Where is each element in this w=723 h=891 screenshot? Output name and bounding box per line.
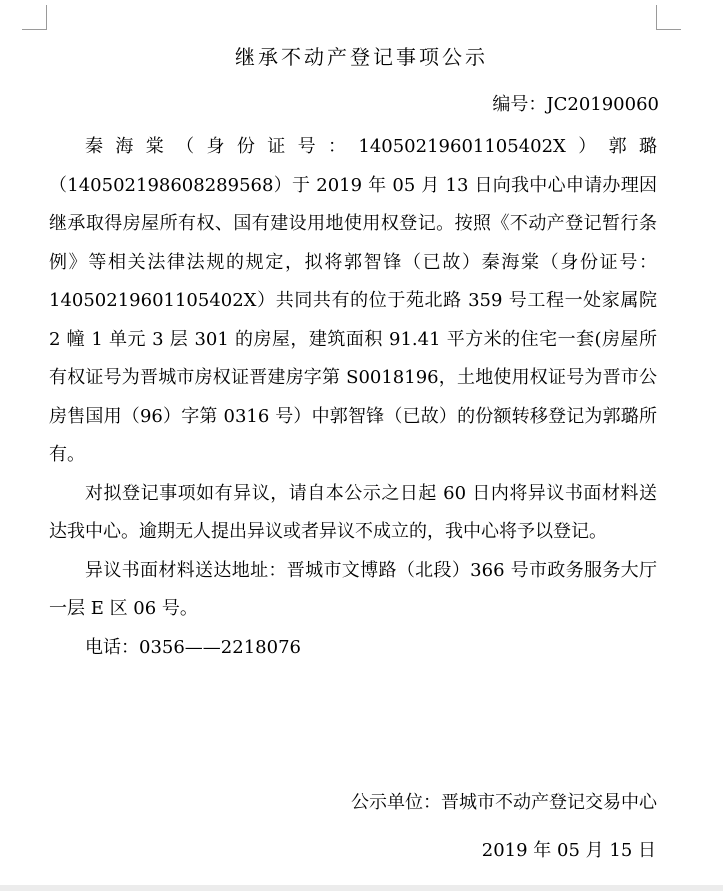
document-body: [49, 128, 657, 667]
paragraph-objection: 对拟登记事项如有异议，请自本公示之日起 60 日内将异议书面材料送达我中心。逾期无人提出异议或者异议不成立的，我中心将予以登记。: [49, 482, 657, 542]
document-number: 编号：JC20190060: [492, 94, 659, 115]
issue-date: 2019 年 05 月 15 日: [481, 840, 656, 861]
document-title: 继承不动产登记事项公示: [235, 45, 488, 69]
crop-mark-top-right-horizontal: [656, 29, 681, 30]
crop-mark-top-right-vertical: [656, 5, 657, 30]
paragraph-phone: 电话：0356——2218076: [85, 636, 301, 658]
page-bottom-edge: [0, 885, 723, 891]
paragraph-address: 异议书面材料送达地址：晋城市文博路（北段）366 号市政务服务大厅一层 E 区 06 号。: [49, 559, 657, 619]
crop-mark-top-left-vertical: [46, 5, 47, 30]
issuer-signature: 公示单位：晋城市不动产登记交易中心: [351, 792, 657, 813]
paragraph-main: 秦海棠（身份证号：14050219601105402X）郭璐（140502198608289568）于 2019 年 05 月 13 日向我中心申请办理因继承取得房屋所有权、国有建设用地使用权登记。按照《不动产登记暂行条例》等相关法律法规的规定，拟将郭智锋（已故）秦海棠（身份证号：14050219601105402X）共同共有的位于苑北路 359 号工程一处家属院 2 幢 1 单元 3 层 301 的房屋，建筑面积 91.41 平方米的住宅一套(房屋所有权证号为晋城市房权证晋建房字第 S0018196，土地使用权证号为晋市公房售国用（96）字第 0316 号）中郭智锋（已故）的份额转移登记为郭璐所有。: [49, 136, 657, 465]
crop-mark-top-left-horizontal: [22, 29, 47, 30]
